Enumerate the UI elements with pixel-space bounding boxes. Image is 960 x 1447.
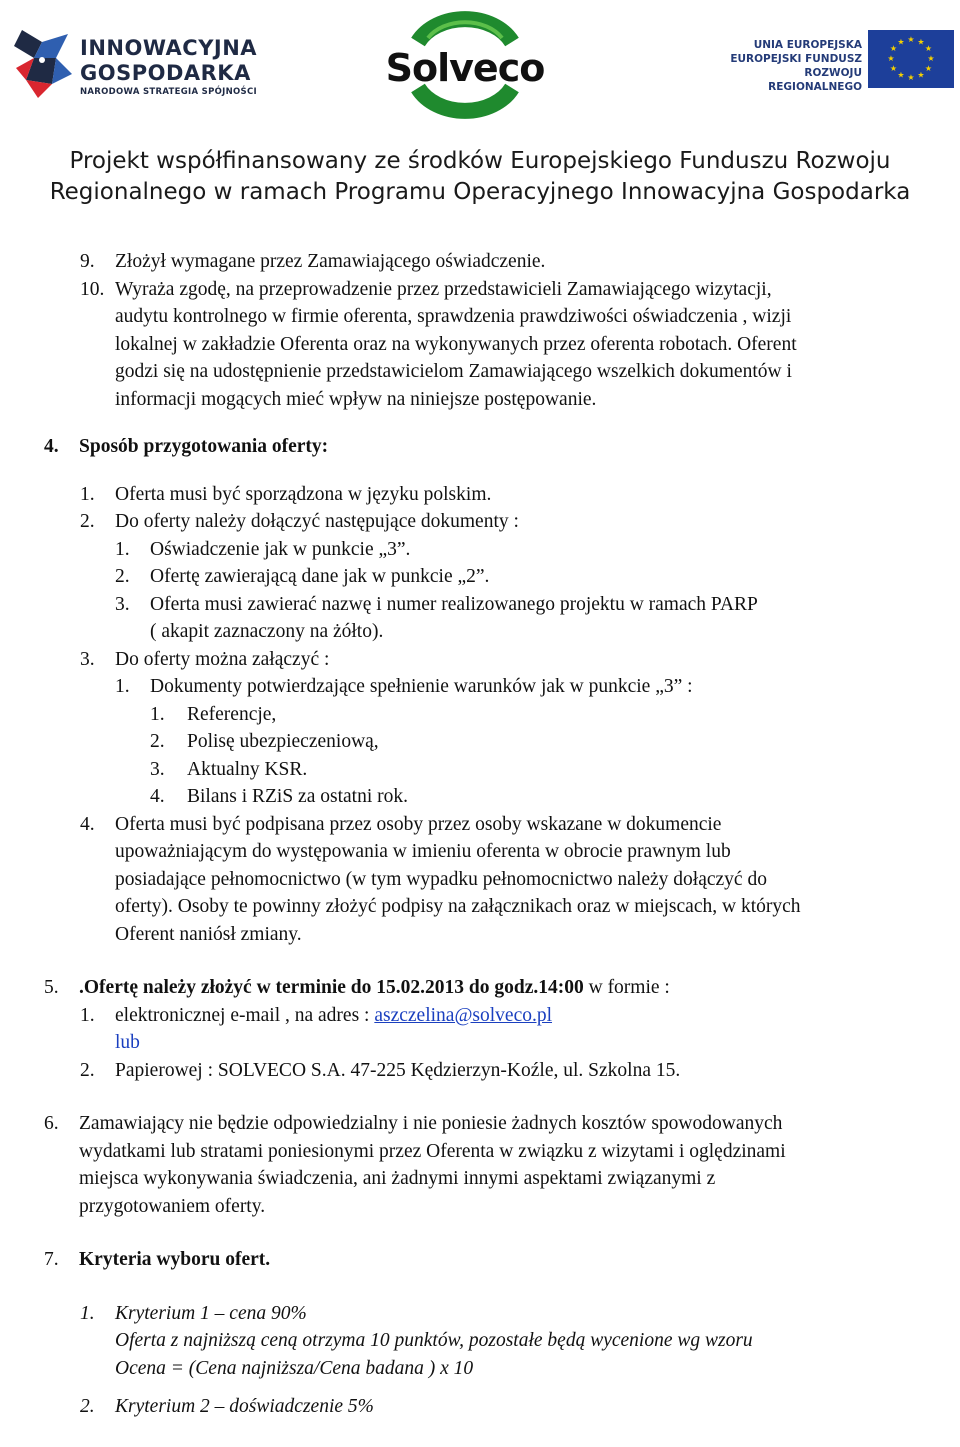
project-title-line2: Regionalnego w ramach Programu Operacyjnego Innowacyjna Gospodarka bbox=[49, 179, 911, 205]
ig-line3: NARODOWA STRATEGIA SPÓJNOŚCI bbox=[80, 87, 257, 97]
svg-text:★: ★ bbox=[924, 64, 933, 73]
section-title: Sposób przygotowania oferty: bbox=[79, 436, 329, 457]
item-text-cont: lokalnej w zakładzie Oferenta oraz na wykonywanych przez oferenta robotach. Oferent bbox=[115, 333, 797, 355]
list-item bbox=[0, 811, 960, 839]
svg-text:★: ★ bbox=[924, 44, 933, 53]
item-number: 2. bbox=[150, 731, 165, 752]
innowacyjna-gospodarka-logo bbox=[8, 18, 258, 108]
list-item bbox=[0, 701, 960, 729]
list-item bbox=[0, 1002, 960, 1030]
item-text: Złożył wymagane przez Zamawiającego oświadczenie. bbox=[115, 251, 546, 272]
deadline-text: .Ofertę należy złożyć w terminie do 15.02.2013 do godz.14:00 bbox=[79, 977, 584, 998]
ig-line1: INNOWACYJNA bbox=[80, 36, 258, 60]
item-text: Referencje, bbox=[187, 703, 277, 725]
list-item bbox=[0, 248, 960, 276]
item-text-cont: Oferent naniósł zmiany. bbox=[115, 923, 302, 945]
item-text-cont: informacji mogących mieć wpływ na niniejsze postępowanie. bbox=[115, 388, 597, 410]
item-number: 2. bbox=[80, 1059, 95, 1081]
eu-flag-icon bbox=[868, 30, 954, 88]
svg-text:★: ★ bbox=[889, 64, 898, 73]
item-text: Bilans i RZiS za ostatni rok. bbox=[187, 786, 408, 807]
list-item bbox=[0, 728, 960, 756]
item-text-cont: posiadające pełnomocnictwo (w tym wypadku pełnomocnictwo należy dołączyć do bbox=[115, 868, 767, 890]
item-text: Polisę ubezpieczeniową, bbox=[187, 731, 379, 752]
item-text-cont: audytu kontrolnego w firmie oferenta, sprawdzenia prawdziwości oświadczenia , wizji bbox=[115, 306, 792, 327]
eu-line2: EUROPEJSKI FUNDUSZ bbox=[730, 53, 862, 65]
list-item bbox=[0, 673, 960, 701]
criterion-text: Oferta z najniższą ceną otrzyma 10 punktów, pozostałe będą wycenione wg wzoru bbox=[115, 1330, 753, 1351]
section-title: Kryteria wyboru ofert. bbox=[79, 1249, 271, 1270]
section-heading bbox=[0, 1246, 960, 1274]
item-text: Aktualny KSR. bbox=[187, 758, 308, 780]
list-item bbox=[0, 1057, 960, 1085]
item-text-cont: ( akapit zaznaczony na żółto). bbox=[150, 621, 384, 642]
item-number: 1. bbox=[80, 1302, 95, 1324]
criterion-title: Kryterium 2 – doświadczenie 5% bbox=[115, 1396, 374, 1417]
item-number: 3. bbox=[115, 593, 130, 615]
item-number: 1. bbox=[150, 703, 165, 725]
svg-text:★: ★ bbox=[887, 54, 895, 63]
list-item bbox=[0, 783, 960, 811]
paragraph-text: Zamawiający nie będzie odpowiedzialny i nie poniesie żadnych kosztów spowodowanych bbox=[79, 1113, 783, 1134]
svg-text:★: ★ bbox=[917, 37, 925, 47]
item-number: 3. bbox=[80, 648, 95, 670]
item-text-cont: oferty). Osoby te powinny złożyć podpisy na załącznikach oraz w miejscach, w których bbox=[115, 896, 801, 917]
svg-text:★: ★ bbox=[927, 54, 935, 63]
document-body bbox=[0, 248, 960, 1421]
item-text: Papierowej : SOLVECO S.A. 47-225 Kędzierzyn-Koźle, ul. Szkolna 15. bbox=[115, 1059, 681, 1081]
list-item bbox=[0, 276, 960, 304]
item-number: 2. bbox=[115, 566, 130, 587]
list-item bbox=[0, 508, 960, 536]
eu-line1: UNIA EUROPEJSKA bbox=[753, 39, 862, 51]
paragraph-text-cont: przygotowaniem oferty. bbox=[79, 1195, 266, 1217]
paragraph-text-cont: miejsca wykonywania świadczenia, ani żadnymi innymi aspektami związanymi z bbox=[79, 1168, 716, 1189]
ig-line2: GOSPODARKA bbox=[80, 61, 251, 85]
section-number: 5. bbox=[44, 977, 59, 998]
solveco-logo bbox=[380, 8, 550, 120]
item-number: 9. bbox=[80, 251, 95, 272]
item-number: 1. bbox=[80, 1004, 95, 1026]
criterion-formula: Ocena = (Cena najniższa/Cena badana ) x 10 bbox=[115, 1357, 474, 1379]
list-item bbox=[0, 646, 960, 674]
item-number: 3. bbox=[150, 758, 165, 780]
section-paragraph bbox=[0, 1110, 960, 1138]
project-title-line1: Projekt współfinansowany ze środków Europejskiego Funduszu Rozwoju bbox=[69, 148, 891, 174]
header-logos bbox=[0, 0, 960, 140]
item-number: 2. bbox=[80, 1396, 95, 1417]
section-number: 7. bbox=[44, 1249, 59, 1270]
item-text: elektronicznej e-mail , na adres : bbox=[115, 1004, 375, 1026]
list-item bbox=[0, 481, 960, 509]
item-number: 4. bbox=[80, 813, 95, 835]
item-text: Ofertę zawierającą dane jak w punkcie „2”. bbox=[150, 566, 490, 587]
item-text: Do oferty należy dołączyć następujące dokumenty : bbox=[115, 511, 519, 532]
list-item bbox=[0, 591, 960, 619]
item-number: 4. bbox=[150, 786, 165, 807]
eu-logo bbox=[712, 30, 957, 93]
section-heading bbox=[0, 433, 960, 461]
svg-text:★: ★ bbox=[907, 73, 915, 82]
svg-text:★: ★ bbox=[917, 70, 925, 80]
item-number: 10. bbox=[80, 278, 105, 300]
criterion-item bbox=[0, 1393, 960, 1421]
item-text: Oferta musi być sporządzona w języku polskim. bbox=[115, 483, 492, 505]
item-text: Wyraża zgodę, na przeprowadzenie przez przedstawicieli Zamawiającego wizytacji, bbox=[115, 278, 772, 300]
item-text: Oświadczenie jak w punkcie „3”. bbox=[150, 538, 411, 560]
item-number: 1. bbox=[80, 483, 95, 505]
email-link[interactable]: aszczelina@solveco.pl bbox=[374, 1004, 553, 1026]
item-text-cont: godzi się na udostępnienie przedstawicielom Zamawiającego wszelkich dokumentów i bbox=[115, 361, 792, 382]
item-text: Do oferty można załączyć : bbox=[115, 648, 330, 670]
item-text: Dokumenty potwierdzające spełnienie warunków jak w punkcie „3” : bbox=[150, 676, 693, 697]
list-item bbox=[0, 756, 960, 784]
section-number: 4. bbox=[44, 436, 59, 457]
item-number: 2. bbox=[80, 511, 95, 532]
or-text: lub bbox=[115, 1032, 140, 1053]
section-number: 6. bbox=[44, 1113, 59, 1134]
solveco-wordmark: Solveco bbox=[385, 46, 545, 90]
list-item bbox=[0, 536, 960, 564]
paragraph-text-cont: wydatkami lub stratami poniesionymi przez Oferenta w związku z wizytami i oględzinami bbox=[79, 1140, 786, 1162]
deadline-suffix: w formie : bbox=[583, 977, 670, 998]
criterion-title: Kryterium 1 – cena 90% bbox=[115, 1302, 307, 1324]
eu-line3: ROZWOJU REGIONALNEGO bbox=[768, 67, 862, 93]
svg-text:★: ★ bbox=[897, 37, 905, 47]
list-item bbox=[0, 563, 960, 591]
item-text: Oferta musi zawierać nazwę i numer realizowanego projektu w ramach PARP bbox=[150, 593, 758, 615]
item-number: 1. bbox=[115, 676, 130, 697]
svg-text:★: ★ bbox=[907, 35, 915, 44]
ig-star-icon bbox=[12, 24, 74, 100]
section-heading bbox=[0, 974, 960, 1002]
svg-text:★: ★ bbox=[889, 44, 898, 53]
item-text-cont: upoważniającym do występowania w imieniu oferenta w obrocie prawnym lub bbox=[115, 841, 731, 862]
item-number: 1. bbox=[115, 538, 130, 560]
item-text: Oferta musi być podpisana przez osoby przez osoby wskazane w dokumencie bbox=[115, 813, 722, 835]
criterion-item bbox=[0, 1300, 960, 1328]
svg-text:★: ★ bbox=[897, 70, 905, 80]
project-title bbox=[0, 146, 960, 208]
